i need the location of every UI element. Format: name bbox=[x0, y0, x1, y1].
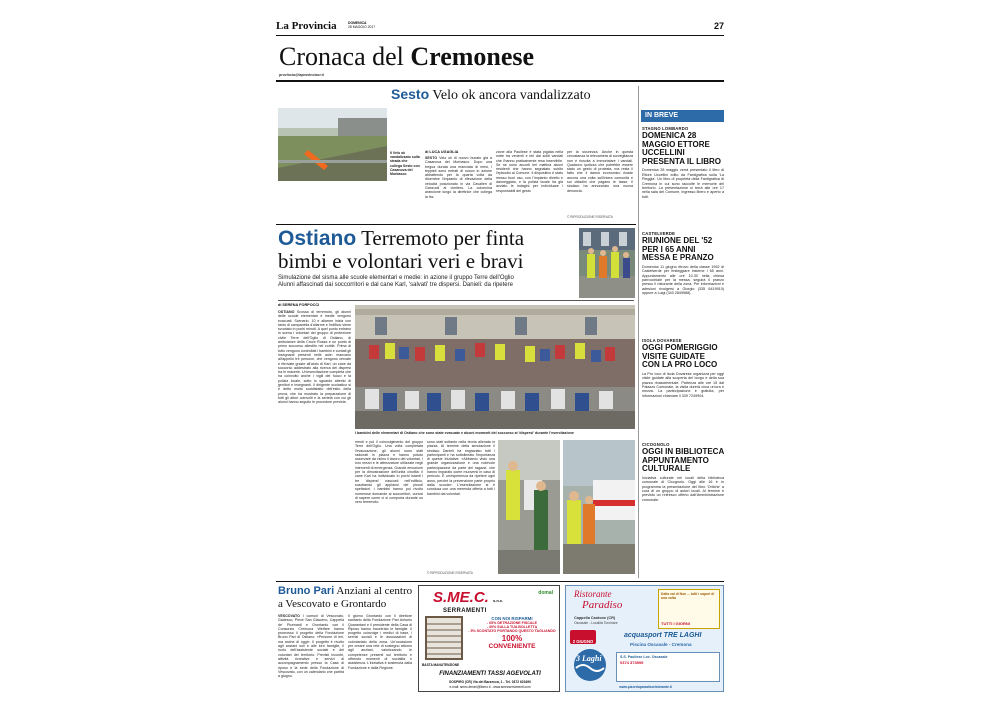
paradiso-name bbox=[574, 589, 622, 611]
smec-promo-line-3: - 5% SCONTATO PORTANDO QUESTO TAGLIANDO bbox=[468, 629, 556, 633]
paradiso-laghi-logo bbox=[572, 648, 608, 682]
ostiano-main-photo bbox=[355, 305, 635, 429]
sidebar-header-text: IN BREVE bbox=[645, 112, 679, 119]
bruno-headline bbox=[278, 585, 412, 610]
section-title bbox=[279, 43, 534, 71]
sidebar-item-place: CASTELVERDE bbox=[642, 231, 676, 236]
smec-promo-big-1: 100% bbox=[501, 634, 523, 643]
ostiano-location: Ostiano bbox=[278, 227, 357, 250]
newspaper-page bbox=[276, 20, 724, 695]
sesto-location: Sesto bbox=[391, 86, 430, 102]
window-icon bbox=[425, 616, 463, 660]
bruno-lead: VESCOVATO bbox=[278, 614, 300, 618]
bruno-col-2: Il giorno Grontardo con il direttore sanitario della Fondazione Pari Antonio Quarantani e il presidente della Casa di Riposo hanno incontrato le famiglie. Il progetto coinvolge i medici di base, i servizi sociali e le associazioni di volontariato della zona. Un'occasione per creare una rete di sostegno attorno agli anziani, valorizzando le competenze presenti sul territorio e offrendo momenti di socialità e assistenza. L'iniziativa è sostenuta dalla Fondazione e dalla Regione. bbox=[348, 614, 412, 670]
sidebar-item-body: Iniziativa culturale nei locali della biblioteca comunale di Cicognolo. Oggi alle 16 è in programma la presentazione del libro 'Ortiche' a cura di un gruppo di autori locali. Al termine è previsto un rinfresco offerto dall'Amministrazione comunale. bbox=[642, 475, 724, 502]
paradiso-lake-sub: Piscina Oscasale - Cremona bbox=[630, 642, 692, 647]
sesto-lead: SESTO bbox=[425, 156, 438, 160]
paradiso-name-line1: Ristorante bbox=[574, 589, 612, 599]
sidebar-divider bbox=[638, 86, 639, 578]
sesto-photo bbox=[278, 108, 387, 181]
sesto-byline: di LUCA UGAGLIA bbox=[425, 150, 459, 154]
paradiso-promo-date: 2 GIUGNO bbox=[572, 639, 594, 644]
ostiano-col-2: menti e poi il coinvolgimento del gruppo Terre dell'Oglio. Una volta completata l'evacuazione, gli alunni sono stati radunati in piazza e hanno potuto osservare da vicino il lavoro dei volontari, i loro mezzi e le attrezzature utilizzate negli interventi di emergenza. Grande emozione per la dimostrazione dell'unità cinofila: il cane Karl ha individuato in pochi istanti i tre 'dispersi' nascosti nell'edificio, suscitando gli applausi dei piccoli spettatori. I bambini hanno poi rivolto numerose domande ai soccorritori, curiosi di sapere come ci si comporta durante un vero terremoto. bbox=[355, 440, 423, 505]
paradiso-phone: 0374 373595 bbox=[620, 660, 644, 665]
paradiso-tip-box bbox=[658, 589, 720, 629]
ostiano-photo-rescue bbox=[498, 440, 560, 574]
sidebar-header bbox=[641, 110, 724, 122]
ostiano-photo-ambulance-image bbox=[563, 440, 635, 574]
smec-finance: FINANZIAMENTI TASSI AGEVOLATI bbox=[439, 671, 541, 677]
sidebar-item-body: La Pro loco di Isola Dovarese organizza per oggi visite guidate alla scoperta del borgo e della sua piazza rinascimentale. Partenza alle ore 15 dal Palazzo Comunale, la visita durerà circa un'ora e mezza. La partecipazione è gratuita, per informazioni chiamare il 339 7249904. bbox=[642, 371, 724, 398]
ostiano-photo-caption: I bambini delle elementari di Ostiano che sono state evacuate e alcuni momenti del soccorso ai 'dispersi' durante l'esercitazione bbox=[355, 431, 574, 435]
ostiano-subhead bbox=[278, 275, 578, 290]
ostiano-main-photo-image bbox=[355, 305, 635, 429]
sesto-col-1-text: Velo ok di nuovo bucato già a Casanova del Morbasco. Dopo una tregua durata una manciata di mesi, i teppisti sono entrati di nuovo in azione abbattendo per la quarta volta da dicembre l'impianto di rilevazione della velocità posizionato in via Cavalieri di Ganzuoli al cimitero. La colonnina arancione lungo la direttrice che collega la fra- bbox=[425, 156, 492, 199]
sidebar-item-body: Domenica 28 maggio verrà presentato il libro di Ettore Uccellini edito da Fantigrafica sulla 'La Pieggia'. Un libro di proprietà della Fantigrafica di Cremona in cui sono raccolte le memorie del territorio. La presentazione si terrà alle ore 17 nella sala del Comune, ingresso libero e aperto a tutti. bbox=[642, 168, 724, 199]
smec-brand-name: S.ME.C. bbox=[433, 589, 489, 606]
ostiano-col-1 bbox=[278, 310, 351, 578]
smec-partner: domal bbox=[538, 590, 553, 596]
smec-category: SERRAMENTI bbox=[443, 608, 487, 614]
smec-promo-line-1: - 65% DETRAZIONE FISCALE bbox=[486, 621, 538, 625]
section-title-bold: Cremonese bbox=[410, 42, 535, 71]
ostiano-photo-ambulance bbox=[563, 440, 635, 574]
ostiano-signature: © RIPRODUZIONE RISERVATA bbox=[427, 571, 473, 575]
sesto-headline-text: Velo ok ancora vandalizzato bbox=[432, 88, 591, 103]
masthead-date: 28 MAGGIO 2017 bbox=[348, 25, 376, 29]
sidebar-item-headline: DOMENICA 28 MAGGIO ETTORE UCCELLINI PRESENTA IL LIBRO bbox=[642, 131, 721, 166]
ostiano-subhead-line1: Simulazione del sisma alle scuole elementari e medie: in azione il gruppo Terre dell'Oglio bbox=[278, 275, 514, 281]
smec-web: e-mail: smec-ferrari@libero.it - www.smecserramenti.com bbox=[449, 685, 531, 689]
paradiso-info-box bbox=[616, 652, 720, 682]
sesto-rule bbox=[276, 224, 636, 225]
ostiano-headline bbox=[278, 227, 524, 272]
ostiano-col-1-text: Scossa di terremoto, gli alunni delle scuole elementari e medie vengono evacuati. Scenario, 10 e allarme inizia con tanto di campanella d'allarme e l'edificio viene svuotato in pochi minuti. A quel punto entrano in scena i volontari del gruppo di protezione civile Terre dell'Oglio di Ostiano, di ambulanze della Croce Rossa e un punto di primo soccorso allestito nel cortile. Prima di tutto vengono controllati i bambini e contati gli insegnanti presenti nelle aule: mancano all'appello tre persone, che vengono cercate e ritrovate grazie all'aiuto di Karl, un cane da soccorso addestrato alla ricerca dei dispersi tra le macerie. Un'esercitazione completa che ha coinvolto anche i vigili del fuoco e la polizia locale, sotto lo sguardo attento di genitori e insegnanti. Il dirigente scolastico si è detto molto soddisfatto dell'esito della prova, che ha mostrato la preparazione di tutti gli attori coinvolti e la serietà con cui gli alunni hanno seguito le procedure previste. bbox=[278, 310, 351, 405]
ostiano-byline: di SERENA FORPOCCI bbox=[278, 303, 320, 307]
smec-brand-suffix: s.n.c. bbox=[493, 598, 504, 603]
paradiso-laghi-text: 3 Laghi bbox=[576, 654, 602, 663]
ostiano-photo-top-right-image bbox=[579, 228, 635, 298]
sidebar-item bbox=[642, 338, 724, 434]
sesto-headline bbox=[391, 86, 591, 104]
smec-address: SOSPIRO (CR) Via dei Barzecca, 1 - Tel. 0372 623490 bbox=[449, 680, 531, 684]
section-email: provincia@laprovinciacr.it bbox=[279, 73, 324, 77]
ostiano-headline-line2: bimbi e volontari veri e bravi bbox=[278, 249, 524, 273]
sidebar-item-place: CICOGNOLO bbox=[642, 442, 670, 447]
sidebar-item-place: STAGNO LOMBARDO bbox=[642, 126, 689, 131]
sidebar-item-headline: OGGI IN BIBLIOTECA APPUNTAMENTO CULTURALE bbox=[642, 447, 724, 474]
sesto-col-3: per la sicurezza. Anche in questa circostanza la telecamera di sorveglianza non è riuscita a immortalare i vandali. Qualcuno ipotizza che potrebbe essere stato un gesto di protesta, ma resta il fatto che il danno economico ricade ancora una volta sull'intera comunità e sui cittadini che pagano le tasse. Il sindaco ha annunciato una nuova denuncia. bbox=[567, 150, 633, 193]
ostiano-col-3: sono stati soltanto nella teoria allenata in piazza. Al termine della simulazione il sindaco Danieli ha ringraziato tutti i partecipanti e ha sottolineato l'importanza di queste iniziative: «Abbiamo visto una grande organizzazione e una notevole partecipazione da parte dei ragazzi, che hanno imparato come muoversi in caso di pericolo. È un'esperienza da ripetere ogni anno, perché la prevenzione parte proprio dalla scuola». L'esercitazione si è conclusa con una merenda offerta a tutti i bambini dai volontari. bbox=[427, 440, 495, 496]
masthead bbox=[276, 20, 724, 34]
sidebar-item-headline: OGGI POMERIGGIO VISITE GUIDATE CON LA PRO LOCO bbox=[642, 343, 718, 370]
paradiso-promo-badge bbox=[570, 630, 596, 644]
sidebar-item-body: Domenica 11 giugno ritrovo della classe 1952 di Castelverde per festeggiare insieme i 65 anni. Appuntamento alle ore 10.30 nella chiesa parrocchiale per la messa, seguirà il pranzo presso il ristorante della zona. Per informazioni e adesioni rivolgersi a Giorgio (335 6419910) oppure a Luigi (340 2849588). bbox=[642, 264, 724, 296]
sesto-photo-image bbox=[278, 108, 387, 181]
paradiso-orari: TUTTI I GIORNI bbox=[661, 621, 690, 626]
sidebar-item-place: ISOLA DOVARESE bbox=[642, 338, 682, 343]
bruno-col-1 bbox=[278, 614, 344, 692]
ostiano-headline-line1: Terremoto per finta bbox=[361, 226, 525, 250]
masthead-rule bbox=[276, 35, 724, 36]
paradiso-tip: Dalla val di Non ... tutti i sapori di una volta bbox=[661, 592, 715, 600]
smec-brand bbox=[433, 589, 503, 606]
smec-promo-big-2: CONVENIENTE bbox=[488, 643, 536, 650]
masthead-day: DOMENICA bbox=[348, 21, 367, 25]
ad-paradiso[interactable] bbox=[565, 585, 724, 692]
paradiso-web: www.pizzeriaparadisoristorante.it bbox=[619, 685, 672, 689]
sesto-col-2: zione alla Paullese è stata pigiata nella notte tra venerdì e ieri dai soliti vandali che l'hanno praticamente resa inservibile. Se ne sono accorti ieri mattina alcuni residenti che hanno segnalato subito l'episodio al Comune. Il dispositivo è stato messo fuori uso, con l'impianto divelto e danneggiato, e la polizia locale ha già avviato le indagini per individuare i responsabili del gesto bbox=[496, 150, 563, 193]
ostiano-lead: OSTIANO bbox=[278, 310, 295, 314]
paradiso-lake: acquasport TRE LAGHI bbox=[624, 632, 702, 639]
ostiano-end-rule bbox=[276, 581, 724, 582]
smec-promo-line-2: - 30% SULLA TUA BOLLETTA bbox=[486, 625, 538, 629]
ostiano-photo-rescue-image bbox=[498, 440, 560, 574]
ostiano-photo-top-right bbox=[579, 228, 635, 298]
page-number: 27 bbox=[713, 21, 724, 31]
paradiso-sub-location: Oscasale - Località Torchiare bbox=[574, 621, 618, 625]
bruno-col-1-text: I comuni di Vescovato, Gadesco, Pieve San Giacomo, Cappella de' Picenardi e Grontardo con il Consorzio Cremona Welfare hanno promosso il progetto della Fondazione Bruno Pari di Ostiano: «Persone di ieri, ma anche di oggi». Il progetto è rivolto agli anziani soli e alle loro famiglie, il ruolo dell'assistente sociale e dei volontari del territorio. Previsti incontri, attività ricreative e servizi di accompagnamento presso la Casa di riposo e la sede della Fondazione di Vescovato, con un calendario che partirà a giugno. bbox=[278, 614, 344, 679]
smec-promo bbox=[467, 616, 557, 650]
smec-promo-title: CON NOI RISPARMI bbox=[491, 616, 533, 621]
sesto-signature: © RIPRODUZIONE RISERVATA bbox=[567, 215, 613, 219]
bruno-headline-line2: a Vescovato e Grontardo bbox=[278, 597, 387, 610]
bruno-location: Bruno Pari bbox=[278, 585, 335, 597]
section-title-light: Cronaca del bbox=[279, 42, 404, 71]
section-rule bbox=[276, 80, 724, 82]
sidebar-item bbox=[642, 231, 724, 331]
smec-small-note: BASTA MANUTENZIONE bbox=[422, 663, 460, 667]
paradiso-location: Cappella Cantone (CR) bbox=[574, 616, 616, 620]
paradiso-address: S.S. Paullese Loc. Oscasale bbox=[620, 655, 668, 659]
sesto-caption: Il Velo ok vandalizzato sulla strada che collega Sesto con Casanova del Morbasco bbox=[390, 151, 420, 177]
sidebar-item-headline: RIUNIONE DEL '52 PER I 65 ANNI MESSA E PRANZO bbox=[642, 236, 714, 263]
ostiano-body-rule bbox=[278, 300, 634, 301]
bruno-headline-line1: Anziani al centro bbox=[336, 585, 413, 597]
sidebar-item bbox=[642, 442, 724, 528]
newspaper-name: La Provincia bbox=[276, 20, 337, 32]
sesto-col-1 bbox=[425, 156, 492, 220]
ostiano-subhead-line2: Alunni affascinati dai soccorritori e dal cane Karl, 'salvati' tre dispersi. Danieli: da ripetere bbox=[278, 282, 513, 289]
ad-smec[interactable] bbox=[418, 585, 560, 692]
paradiso-name-line2: Paradiso bbox=[582, 599, 623, 611]
sidebar-item bbox=[642, 126, 724, 228]
smec-window-graphic bbox=[425, 616, 463, 660]
